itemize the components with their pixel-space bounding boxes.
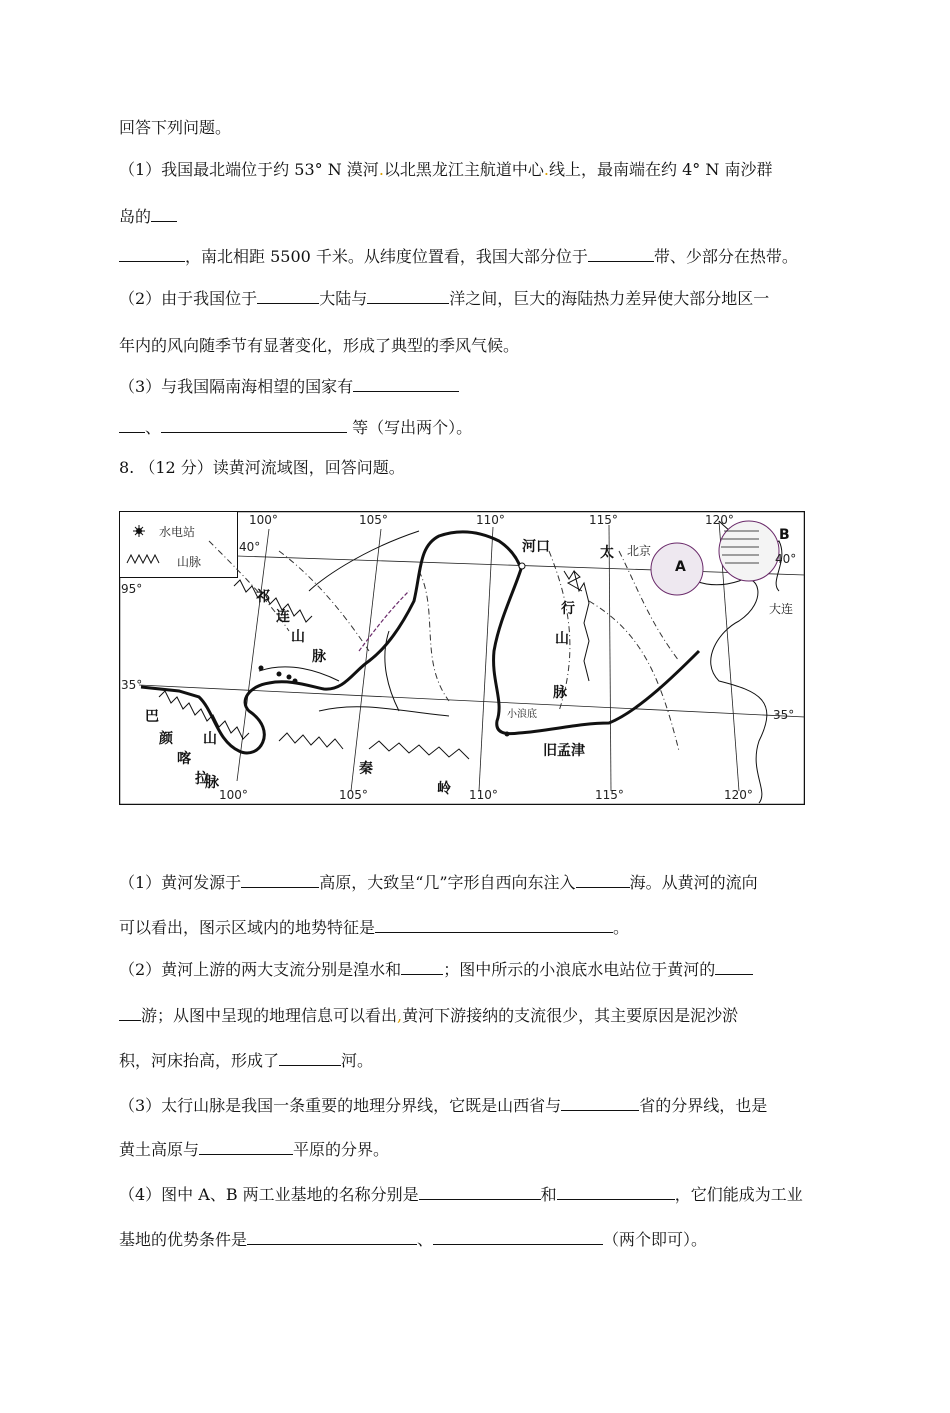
- question-3-cont: 、 等（写出两个）。: [119, 418, 472, 438]
- answer-blank[interactable]: [161, 418, 347, 433]
- question-1-cont: 岛的: [119, 207, 177, 227]
- question-1-cont2: ，南北相距 5500 千米。从纬度位置看，我国大部分位于 带、少部分在热带。: [119, 247, 798, 267]
- answer-blank[interactable]: [151, 207, 177, 222]
- lon-label: 105°: [339, 788, 368, 802]
- range-qilian-4: 脉: [312, 649, 326, 665]
- lat-label: 40°: [239, 540, 261, 554]
- q8-2-cont: 游；从图中呈现的地理信息可以看出,黄河下游接纳的支流很少，其主要原因是泥沙淤: [119, 1006, 738, 1026]
- q8-4-cont: 基地的优势条件是 、 （两个即可）。: [119, 1230, 708, 1249]
- lon-label: 105°: [359, 513, 388, 527]
- answer-blank[interactable]: [588, 247, 654, 262]
- answer-blank[interactable]: [576, 873, 630, 888]
- lon-label: 110°: [476, 513, 505, 527]
- range-taihang-2: 行: [561, 601, 575, 617]
- answer-blank[interactable]: [715, 960, 753, 975]
- lat-label: 40°: [775, 552, 797, 566]
- question-2-cont: 年内的风向随季节有显著变化，形成了典型的季风气候。: [119, 336, 520, 355]
- answer-blank[interactable]: [199, 1140, 293, 1155]
- answer-blank[interactable]: [433, 1230, 603, 1245]
- intro-line: 回答下列问题。: [119, 118, 232, 137]
- answer-blank[interactable]: [353, 377, 459, 392]
- place-jiumengjin: 旧孟津: [543, 743, 585, 759]
- answer-blank[interactable]: [119, 247, 185, 262]
- range-qinling-2: 岭: [437, 781, 451, 797]
- q8-1-cont: 可以看出，图示区域内的地势特征是 。: [119, 918, 630, 937]
- question-2-line: （2）由于我国位于 大陆与 洋之间，巨大的海陆热力差异使大部分地区一: [119, 289, 770, 308]
- range-bayan-2: 颜: [159, 731, 173, 747]
- q8-3-cont: 黄土高原与 平原的分界。: [119, 1140, 390, 1159]
- range-qilian-3: 山: [291, 629, 305, 645]
- legend-station-label: 水电站: [159, 525, 196, 539]
- question-1-line: （1）我国最北端位于约 53° N 漠河.以北黑龙江主航道中心.线上，最南端在约 4° N 南沙群: [119, 160, 773, 179]
- range-qinling-1: 秦: [359, 761, 373, 777]
- lat-label: 35°: [773, 708, 795, 722]
- range-qilian-2: 连: [276, 609, 290, 625]
- lon-label: 120°: [724, 788, 753, 802]
- legend-mountain-label: 山脉: [177, 555, 202, 569]
- answer-blank[interactable]: [279, 1051, 341, 1066]
- answer-blank[interactable]: [557, 1185, 675, 1200]
- place-beijing: 北京: [627, 544, 652, 558]
- answer-blank[interactable]: [119, 1006, 141, 1021]
- range-taihang-1: 太: [600, 545, 614, 561]
- base-a-label: A: [675, 559, 686, 575]
- answer-blank[interactable]: [241, 873, 319, 888]
- range-bayan-6: 脉: [205, 775, 219, 791]
- range-bayan-4: 拉: [195, 771, 209, 787]
- answer-blank[interactable]: [401, 960, 443, 975]
- place-hekou: 河口: [522, 539, 550, 555]
- answer-blank[interactable]: [375, 918, 613, 933]
- place-dalian: 大连: [769, 602, 794, 616]
- answer-blank[interactable]: [247, 1230, 417, 1245]
- range-taihang-4: 脉: [553, 685, 567, 701]
- range-bayan-5: 山: [203, 731, 217, 747]
- range-bayan-3: 喀: [177, 751, 191, 767]
- place-xiaolangdi: 小浪底: [507, 709, 537, 720]
- lon-label: 115°: [595, 788, 624, 802]
- q8-3-line: （3）太行山脉是我国一条重要的地理分界线，它既是山西省与 省的分界线，也是: [119, 1096, 768, 1115]
- lon-label: 100°: [219, 788, 248, 802]
- answer-blank[interactable]: [119, 418, 145, 433]
- range-qilian-1: 祁: [256, 589, 270, 605]
- base-b-label: B: [779, 527, 790, 543]
- q8-1-line: （1）黄河发源于 高原，大致呈“几”字形自西向东注入 海。从黄河的流向: [119, 873, 758, 892]
- lon-label: 120°: [705, 513, 734, 527]
- answer-blank[interactable]: [257, 289, 319, 304]
- lon-label: 110°: [469, 788, 498, 802]
- range-taihang-3: 山: [555, 631, 569, 647]
- lat-label: 35°: [121, 678, 143, 692]
- q8-4-line: （4）图中 A、B 两工业基地的名称分别是 和 ，它们能成为工业: [119, 1185, 803, 1204]
- answer-blank[interactable]: [561, 1096, 639, 1111]
- question-8-title: 8. （12 分）读黄河流域图，回答问题。: [119, 458, 405, 477]
- q8-2-line: （2）黄河上游的两大支流分别是湟水和 ；图中所示的小浪底水电站位于黄河的: [119, 960, 753, 980]
- lon-label: 115°: [589, 513, 618, 527]
- answer-blank[interactable]: [367, 289, 449, 304]
- q8-2-cont2: 积，河床抬高，形成了 河。: [119, 1051, 374, 1070]
- answer-blank[interactable]: [419, 1185, 541, 1200]
- question-3-line: （3）与我国隔南海相望的国家有: [119, 377, 459, 397]
- lon-label: 100°: [249, 513, 278, 527]
- range-bayan-1: 巴: [145, 709, 159, 725]
- lat-label: 95°: [121, 582, 143, 596]
- yellow-river-basin-map: [119, 511, 805, 805]
